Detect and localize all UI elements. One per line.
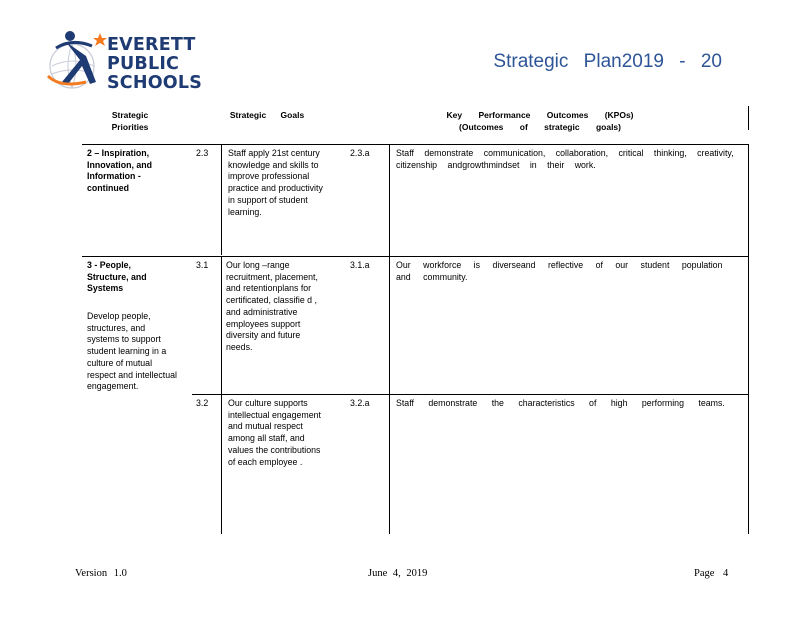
- col-divider: [221, 256, 222, 534]
- logo-line-public: PUBLIC: [107, 54, 180, 74]
- row-divider: [192, 394, 749, 395]
- everett-public-schools-logo: [42, 26, 202, 96]
- header-right-border: [748, 106, 749, 130]
- priority-3-description: Develop people, structures, and systems to support student learning in a culture of mutual respect and intellectual engagement.: [87, 311, 177, 392]
- row-divider: [82, 256, 749, 257]
- goal-number: 2.3: [196, 148, 209, 158]
- logo-figure-icon: [42, 26, 112, 96]
- col-divider: [748, 144, 749, 534]
- header-strategic-goals: Strategic Goals: [229, 110, 305, 120]
- kpo-text: Staff demonstrate communication, collaboration, critical thinking, creativity, citizenship andgrowthmindset in their work.: [396, 148, 734, 170]
- header-kpos-line1: Key Performance Outcomes (KPOs): [446, 110, 634, 120]
- kpo-number: 3.1.a: [350, 260, 370, 270]
- kpo-number: 3.2.a: [350, 398, 370, 408]
- footer-version: Version 1.0: [75, 568, 127, 579]
- priority-3-title: 3 - People, Structure, and Systems: [87, 260, 147, 294]
- goal-text: Our culture supports intellectual engagement and mutual respect among all staff, and values the contributions of each employee .: [228, 398, 321, 467]
- kpo-number: 2.3.a: [350, 148, 370, 158]
- goal-number: 3.1: [196, 260, 209, 270]
- kpo-text: Our workforce is diverseand reflective of our student population and community.: [396, 260, 723, 282]
- footer-date: June 4, 2019: [368, 568, 428, 579]
- header-priorities-line2: Priorities: [111, 122, 149, 132]
- footer-page-number: Page 4: [694, 568, 729, 579]
- row-divider: [82, 144, 749, 145]
- header-kpos: [420, 109, 660, 133]
- col-divider: [221, 144, 222, 255]
- goal-text: Staff apply 21st century knowledge and skills to improve professional practice and productivity in support of student learning.: [228, 148, 323, 217]
- goal-text: Our long –range recruitment, placement, and retentionplans for certificated, classifie d , and administrative employees support diversity and future needs.: [226, 260, 318, 352]
- logo-line-schools: SCHOOLS: [107, 73, 203, 93]
- header-priorities-line1: Strategic: [111, 110, 149, 120]
- logo-line-everett: EVERETT: [107, 35, 196, 55]
- kpo-text: Staff demonstrate the characteristics of high performing teams.: [396, 398, 725, 408]
- header-kpos-line2: (Outcomes of strategic goals): [459, 122, 621, 132]
- header-strategic-priorities: [100, 109, 160, 133]
- document-title: Strategic Plan2019 - 20: [493, 51, 722, 72]
- priority-2-cell: 2 – Inspiration, Innovation, and Information - continued: [87, 148, 152, 194]
- goal-number: 3.2: [196, 398, 209, 408]
- logo-wordmark: [107, 36, 202, 93]
- col-divider: [389, 144, 390, 534]
